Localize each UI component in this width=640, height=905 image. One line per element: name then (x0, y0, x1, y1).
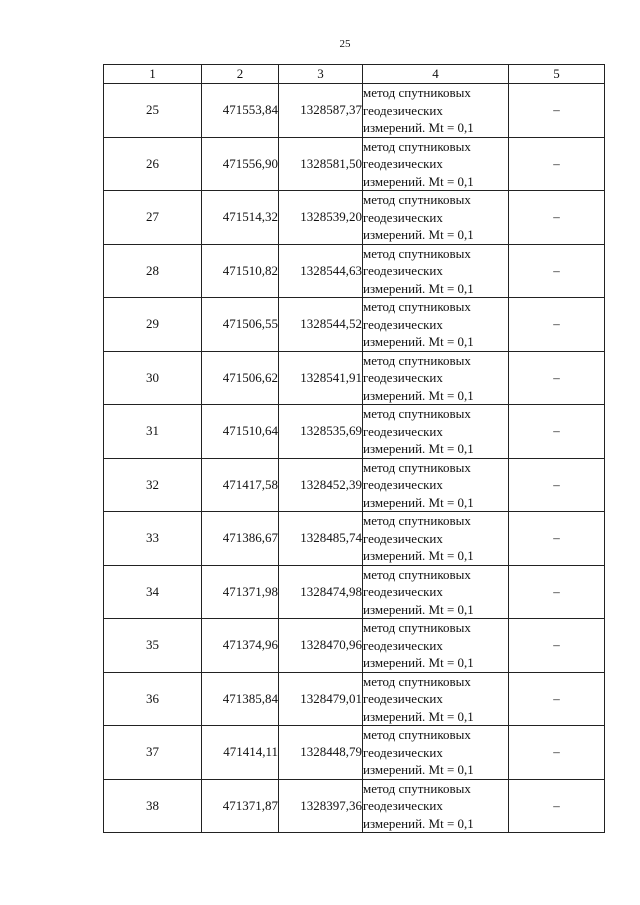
method-line: измерений. Mt = 0,1 (363, 601, 474, 617)
column-header: 1 (104, 65, 202, 84)
y-coordinate-cell: 1328544,52 (279, 298, 363, 352)
y-coordinate-cell: 1328448,79 (279, 726, 363, 780)
table-row (104, 244, 605, 298)
method-cell (363, 84, 509, 138)
note-cell: – (509, 458, 605, 512)
method-line: метод спутниковых (363, 406, 471, 421)
column-header: 4 (363, 65, 509, 84)
y-coordinate-cell: 1328470,96 (279, 619, 363, 673)
x-coordinate-cell: 471417,58 (202, 458, 279, 512)
method-line: метод спутниковых (363, 727, 471, 742)
y-coordinate-cell: 1328397,36 (279, 779, 363, 833)
point-number-cell: 27 (104, 191, 202, 245)
y-coordinate-cell: 1328479,01 (279, 672, 363, 726)
method-line: геодезических (363, 744, 443, 760)
point-number-cell: 31 (104, 405, 202, 459)
point-number-cell: 37 (104, 726, 202, 780)
method-line: метод спутниковых (363, 245, 471, 261)
column-header: 3 (279, 65, 363, 84)
point-number-cell: 28 (104, 244, 202, 298)
method-cell (363, 779, 509, 833)
method-line: измерений. Mt = 0,1 (363, 548, 474, 563)
method-cell (363, 672, 509, 726)
method-line: измерений. Mt = 0,1 (363, 280, 474, 296)
method-line: измерений. Mt = 0,1 (363, 655, 474, 670)
table-row (104, 779, 605, 833)
method-line: геодезических (363, 530, 443, 546)
note-cell: – (509, 137, 605, 191)
method-line: метод спутниковых (363, 566, 471, 582)
method-line: метод спутниковых (363, 299, 471, 314)
method-cell (363, 726, 509, 780)
y-coordinate-cell: 1328544,63 (279, 244, 363, 298)
note-cell: – (509, 726, 605, 780)
point-number-cell: 34 (104, 565, 202, 619)
method-cell (363, 244, 509, 298)
method-line: геодезических (363, 584, 443, 599)
method-line: геодезических (363, 209, 443, 225)
method-line: измерений. Mt = 0,1 (363, 173, 474, 189)
table-row (104, 672, 605, 726)
method-line: геодезических (363, 423, 443, 439)
method-line: геодезических (363, 263, 443, 278)
x-coordinate-cell: 471506,55 (202, 298, 279, 352)
note-cell: – (509, 779, 605, 833)
note-cell: – (509, 512, 605, 566)
method-line: геодезических (363, 691, 443, 706)
method-cell (363, 619, 509, 673)
note-cell: – (509, 84, 605, 138)
note-cell: – (509, 351, 605, 405)
page-number: 25 (339, 38, 351, 50)
note-cell: – (509, 405, 605, 459)
method-line: метод спутниковых (363, 138, 471, 154)
x-coordinate-cell: 471414,11 (202, 726, 279, 780)
table-row (104, 84, 605, 138)
method-cell (363, 191, 509, 245)
method-line: метод спутниковых (363, 780, 471, 796)
note-cell: – (509, 672, 605, 726)
table-row (104, 619, 605, 673)
method-line: измерений. Mt = 0,1 (363, 227, 474, 242)
method-line: геодезических (363, 316, 443, 332)
table-row (104, 565, 605, 619)
note-cell: – (509, 191, 605, 245)
point-number-cell: 38 (104, 779, 202, 833)
point-number-cell: 30 (104, 351, 202, 405)
column-header: 5 (509, 65, 605, 84)
method-line: геодезических (363, 102, 443, 118)
x-coordinate-cell: 471374,96 (202, 619, 279, 673)
point-number-cell: 29 (104, 298, 202, 352)
y-coordinate-cell: 1328474,98 (279, 565, 363, 619)
y-coordinate-cell: 1328452,39 (279, 458, 363, 512)
x-coordinate-cell: 471510,82 (202, 244, 279, 298)
method-cell (363, 298, 509, 352)
method-cell (363, 137, 509, 191)
note-cell: – (509, 565, 605, 619)
method-line: геодезических (363, 637, 443, 653)
y-coordinate-cell: 1328581,50 (279, 137, 363, 191)
method-line: геодезических (363, 798, 443, 813)
x-coordinate-cell: 471553,84 (202, 84, 279, 138)
method-line: геодезических (363, 477, 443, 492)
table-row (104, 405, 605, 459)
y-coordinate-cell: 1328535,69 (279, 405, 363, 459)
method-line: метод спутниковых (363, 513, 471, 528)
method-line: метод спутниковых (363, 620, 471, 635)
note-cell: – (509, 244, 605, 298)
method-line: геодезических (363, 370, 443, 385)
table-row (104, 351, 605, 405)
method-line: измерений. Mt = 0,1 (363, 441, 474, 456)
y-coordinate-cell: 1328541,91 (279, 351, 363, 405)
x-coordinate-cell: 471385,84 (202, 672, 279, 726)
method-line: метод спутниковых (363, 352, 471, 368)
x-coordinate-cell: 471506,62 (202, 351, 279, 405)
note-cell: – (509, 619, 605, 673)
method-line: измерений. Mt = 0,1 (363, 387, 474, 403)
point-number-cell: 33 (104, 512, 202, 566)
method-line: измерений. Mt = 0,1 (363, 120, 474, 135)
method-line: измерений. Mt = 0,1 (363, 708, 474, 724)
method-cell (363, 405, 509, 459)
method-line: измерений. Mt = 0,1 (363, 815, 474, 831)
method-cell (363, 512, 509, 566)
x-coordinate-cell: 471371,98 (202, 565, 279, 619)
point-number-cell: 32 (104, 458, 202, 512)
method-line: метод спутниковых (363, 673, 471, 689)
x-coordinate-cell: 471556,90 (202, 137, 279, 191)
y-coordinate-cell: 1328485,74 (279, 512, 363, 566)
table-row (104, 191, 605, 245)
table-row (104, 458, 605, 512)
coordinates-table (103, 64, 605, 833)
table-row (104, 137, 605, 191)
y-coordinate-cell: 1328539,20 (279, 191, 363, 245)
x-coordinate-cell: 471386,67 (202, 512, 279, 566)
table-row (104, 512, 605, 566)
method-cell (363, 565, 509, 619)
point-number-cell: 25 (104, 84, 202, 138)
method-line: измерений. Mt = 0,1 (363, 494, 474, 510)
method-line: геодезических (363, 156, 443, 171)
method-line: измерений. Mt = 0,1 (363, 334, 474, 349)
table-row (104, 726, 605, 780)
point-number-cell: 35 (104, 619, 202, 673)
y-coordinate-cell: 1328587,37 (279, 84, 363, 138)
method-line: измерений. Mt = 0,1 (363, 762, 474, 777)
table-row (104, 298, 605, 352)
point-number-cell: 26 (104, 137, 202, 191)
table-body (104, 84, 605, 833)
method-line: метод спутниковых (363, 192, 471, 207)
x-coordinate-cell: 471371,87 (202, 779, 279, 833)
note-cell: – (509, 298, 605, 352)
column-header: 2 (202, 65, 279, 84)
method-cell (363, 351, 509, 405)
method-line: метод спутниковых (363, 459, 471, 475)
method-cell (363, 458, 509, 512)
method-line: метод спутниковых (363, 85, 471, 100)
x-coordinate-cell: 471514,32 (202, 191, 279, 245)
x-coordinate-cell: 471510,64 (202, 405, 279, 459)
point-number-cell: 36 (104, 672, 202, 726)
table-header-row (104, 65, 605, 84)
